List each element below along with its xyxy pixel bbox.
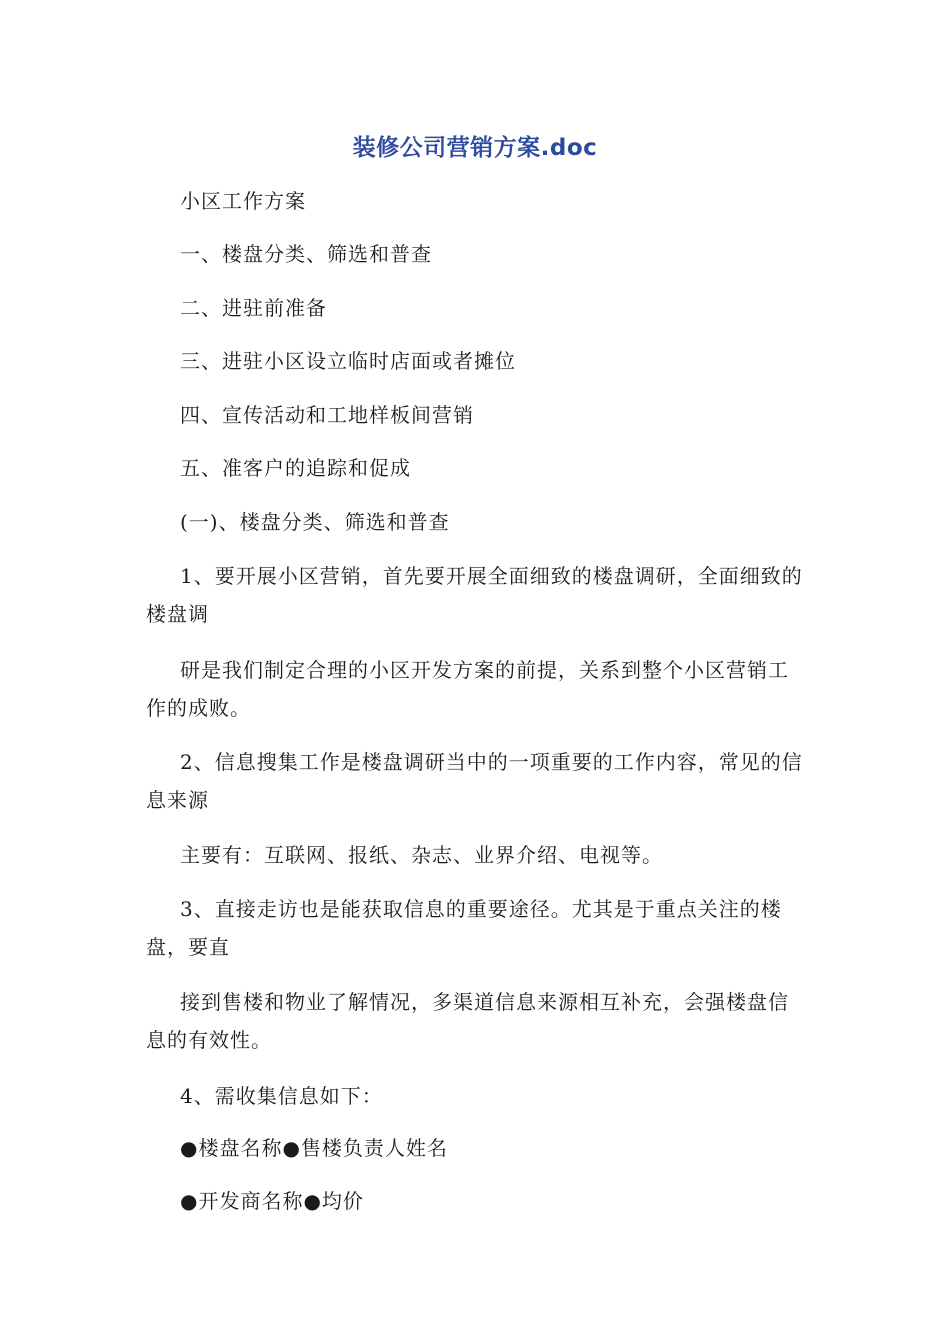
- outline-item: 三、进驻小区设立临时店面或者摊位: [180, 349, 516, 373]
- body-paragraph: 接到售楼和物业了解情况，多渠道信息来源相互补充，会强楼盘信息的有效性。: [146, 990, 789, 1052]
- section-heading: 小区工作方案: [180, 189, 306, 213]
- list-heading: 4、需收集信息如下：: [180, 1084, 383, 1108]
- body-paragraph: 2、信息搜集工作是楼盘调研当中的一项重要的工作内容，常见的信息来源: [146, 750, 803, 812]
- bullet-list-item: ●开发商名称●均价: [180, 1189, 364, 1213]
- outline-item: 一、楼盘分类、筛选和普查: [180, 242, 432, 266]
- outline-item: 二、进驻前准备: [180, 296, 327, 320]
- document-title: 装修公司营销方案.doc: [352, 135, 598, 161]
- bullet-list-item: ●楼盘名称●售楼负责人姓名: [180, 1136, 448, 1160]
- subsection-heading: (一)、楼盘分类、筛选和普查: [180, 510, 450, 534]
- outline-item: 四、宣传活动和工地样板间营销: [180, 403, 474, 427]
- outline-item: 五、准客户的追踪和促成: [180, 456, 411, 480]
- body-paragraph: 研是我们制定合理的小区开发方案的前提，关系到整个小区营销工作的成败。: [146, 658, 789, 720]
- body-paragraph: 主要有：互联网、报纸、杂志、业界介绍、电视等。: [180, 843, 663, 867]
- body-paragraph: 1、要开展小区营销，首先要开展全面细致的楼盘调研，全面细致的楼盘调: [146, 564, 803, 626]
- body-paragraph: 3、直接走访也是能获取信息的重要途径。尤其是于重点关注的楼盘，要直: [146, 897, 782, 959]
